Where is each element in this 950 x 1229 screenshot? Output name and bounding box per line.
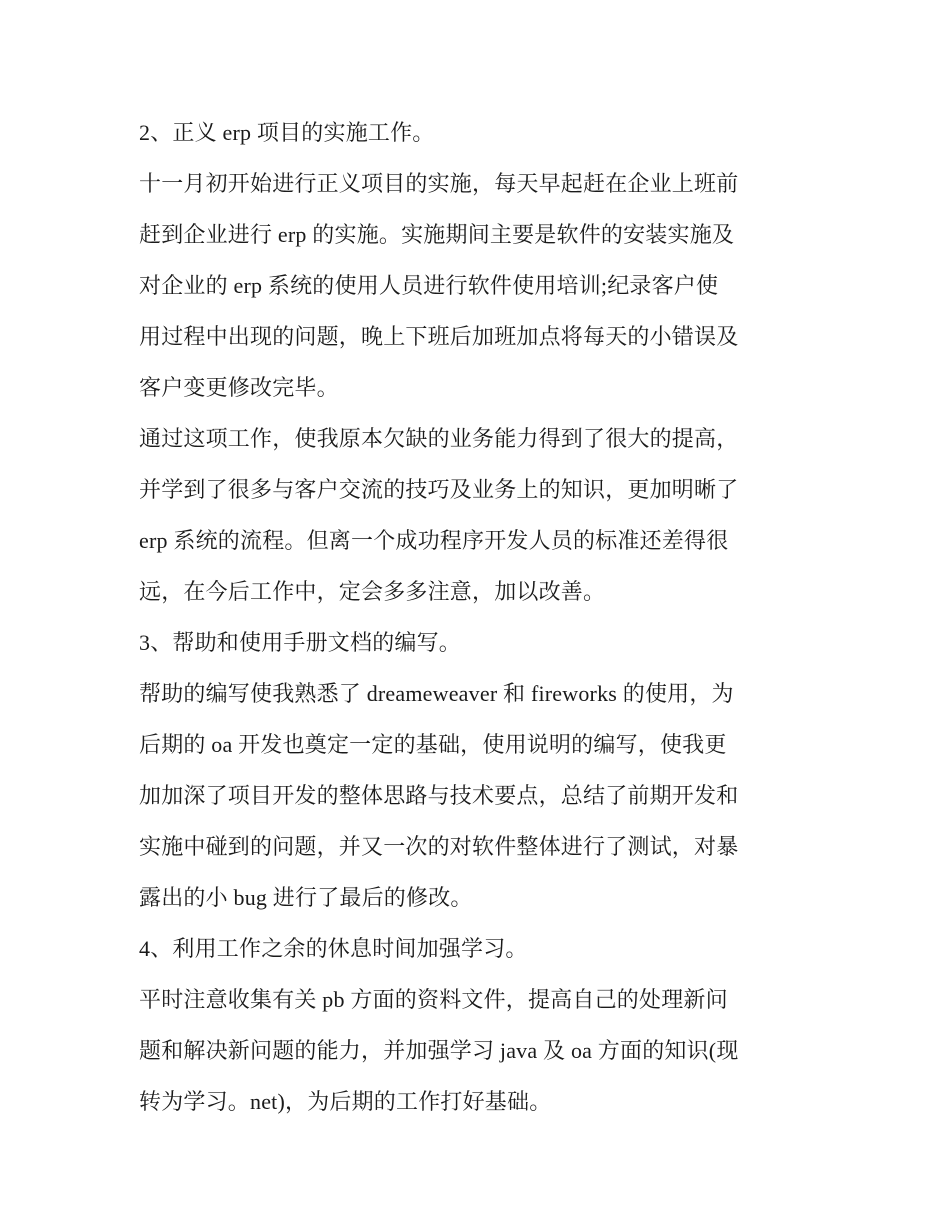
section-heading-3: 3、帮助和使用手册文档的编写。 [139,630,462,655]
paragraph-line: 十一月初开始进行正义项目的实施，每天早起赶在企业上班前 [139,171,739,196]
document-body [139,107,819,1127]
paragraph-line: 后期的 oa 开发也奠定一定的基础，使用说明的编写，使我更 [139,732,727,757]
paragraph-line: 转为学习。net)，为后期的工作打好基础。 [139,1089,552,1114]
paragraph-line: 对企业的 erp 系统的使用人员进行软件使用培训;纪录客户使 [139,273,719,298]
paragraph-line: 客户变更修改完毕。 [139,375,339,400]
paragraph-line: 通过这项工作，使我原本欠缺的业务能力得到了很大的提高， [139,426,739,451]
paragraph-line: 露出的小 bug 进行了最后的修改。 [139,885,473,910]
paragraph-line: 并学到了很多与客户交流的技巧及业务上的知识，更加明晰了 [139,477,739,502]
section-heading-4: 4、利用工作之余的休息时间加强学习。 [139,936,528,961]
paragraph-line: 实施中碰到的问题，并又一次的对软件整体进行了测试，对暴 [139,834,739,859]
paragraph-line: 加加深了项目开发的整体思路与技术要点，总结了前期开发和 [139,783,739,808]
paragraph-line: 远，在今后工作中，定会多多注意，加以改善。 [139,579,606,604]
paragraph-line: 帮助的编写使我熟悉了 dreameweaver 和 fireworks 的使用，为 [139,681,734,706]
paragraph-line: 平时注意收集有关 pb 方面的资料文件，提高自己的处理新问 [139,987,728,1012]
paragraph-line: erp 系统的流程。但离一个成功程序开发人员的标准还差得很 [139,528,729,553]
paragraph-line: 用过程中出现的问题，晚上下班后加班加点将每天的小错误及 [139,324,739,349]
paragraph-line: 题和解决新问题的能力，并加强学习 java 及 oa 方面的知识(现 [139,1038,739,1063]
section-heading-2: 2、正义 erp 项目的实施工作。 [139,120,435,145]
paragraph-line: 赶到企业进行 erp 的实施。实施期间主要是软件的安装实施及 [139,222,735,247]
